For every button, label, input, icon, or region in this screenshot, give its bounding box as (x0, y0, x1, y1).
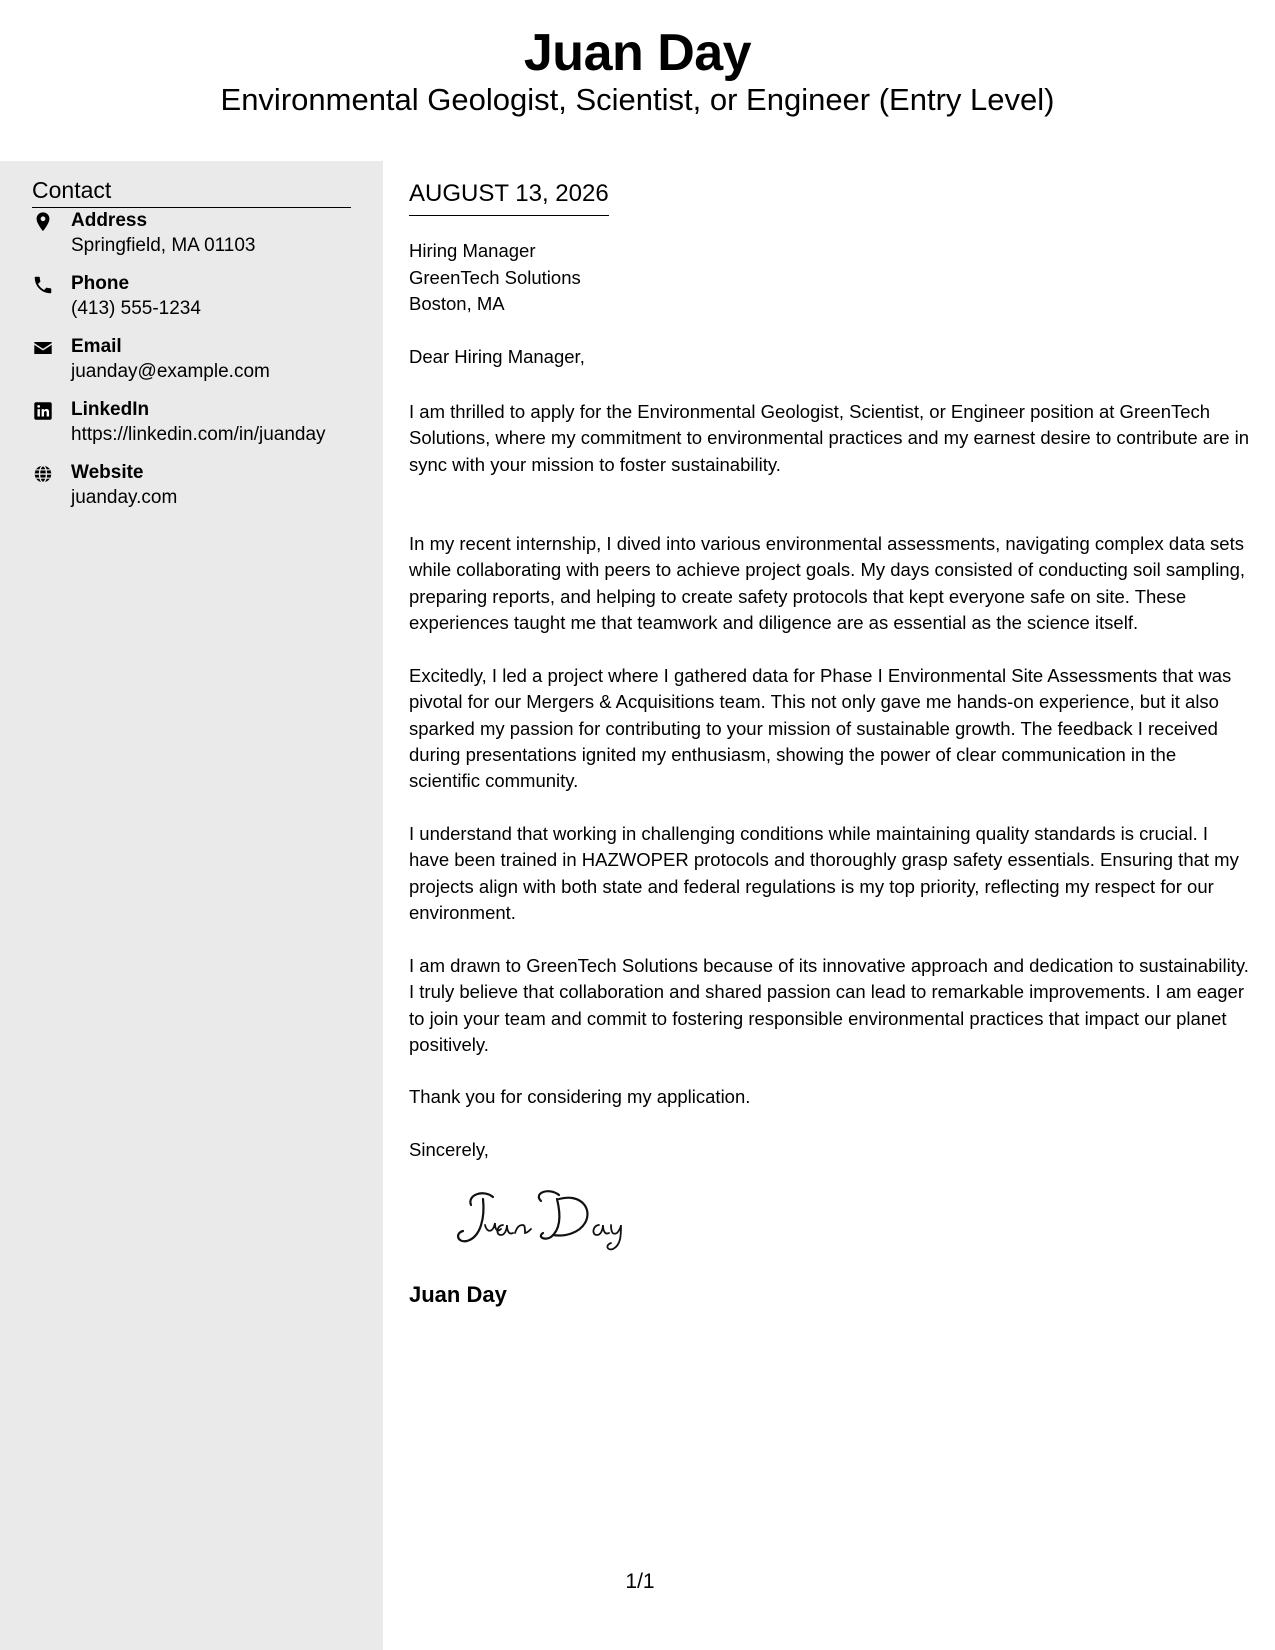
contact-label: LinkedIn (71, 399, 150, 420)
body-paragraph: I understand that working in challenging conditions while maintaining quality standards is crucial. I have been trained in HAZWOPER protocols and thoroughly grasp safety essentials. Ensuring that my projects align with both state and federal regulations is my top priority, reflecting my respect for our environment. (409, 823, 1239, 923)
signer-name: Juan Day (409, 1282, 507, 1307)
contact-label: Email (71, 336, 122, 357)
body-paragraph: Excitedly, I led a project where I gathered data for Phase I Environmental Site Assessments that was pivotal for our Mergers & Acquisitions team. This not only gave me hands-on experience, but it also sparked my passion for contributing to your mission of sustainable growth. The feedback I received during presentations ignited my enthusiasm, showing the power of clear communication in the scientific community. (409, 665, 1232, 792)
body-paragraph: I am drawn to GreenTech Solutions because of its innovative approach and dedication to sustainability. I truly believe that collaboration and shared passion can lead to remarkable improvements. I am eager to join your team and commit to fostering responsible environmental practices that impact our planet positively. (409, 955, 1249, 1055)
job-title: Environmental Geologist, Scientist, or Engineer (Entry Level) (220, 82, 1055, 117)
contact-value: (413) 555-1234 (71, 298, 201, 319)
letter-body (409, 161, 1251, 1650)
salutation: Dear Hiring Manager, (409, 346, 585, 367)
contact-address (32, 209, 372, 261)
body-paragraph: In my recent internship, I dived into various environmental assessments, navigating complex data sets while collaborating with peers to achieve project goals. My days consisted of conducting soil sampling, preparing reports, and helping to create safety protocols that kept everyone safe on site. These experiences taught me that teamwork and diligence are as essential as the science itself. (409, 533, 1246, 633)
applicant-name: Juan Day (523, 24, 752, 82)
page-number: 1/1 (625, 1570, 655, 1593)
handwritten-signature (453, 1185, 643, 1255)
contact-label: Website (71, 462, 144, 483)
contact-website (32, 461, 372, 513)
website-link[interactable]: juanday.com (71, 487, 178, 508)
recipient-block (409, 238, 581, 318)
linkedin-link[interactable]: https://linkedin.com/in/juanday (71, 424, 326, 445)
map-pin-icon (32, 211, 54, 233)
phone-icon (32, 274, 54, 296)
letter-date: AUGUST 13, 2026 (409, 179, 609, 216)
envelope-icon (32, 337, 54, 359)
contact-linkedin (32, 398, 372, 450)
closing: Sincerely, (409, 1139, 489, 1160)
thank-you-line: Thank you for considering my application. (409, 1086, 751, 1107)
body-paragraph: I am thrilled to apply for the Environmental Geologist, Scientist, or Engineer position at GreenTech Solutions, where my commitment to environmental practices and my earnest desire to contribute are in sync with your mission to foster sustainability. (409, 401, 1250, 475)
contact-heading: Contact (32, 175, 351, 208)
recipient-line: Hiring Manager (409, 240, 536, 261)
recipient-line: GreenTech Solutions (409, 266, 581, 288)
letter-header (0, 0, 1275, 161)
contact-email (32, 335, 372, 387)
contact-value: juanday@example.com (71, 361, 270, 382)
contact-sidebar (0, 161, 383, 1650)
globe-icon (32, 463, 54, 485)
recipient-line: Boston, MA (409, 293, 505, 314)
contact-label: Phone (71, 273, 130, 294)
linkedin-icon (32, 400, 54, 422)
contact-label: Address (71, 210, 148, 231)
contact-phone (32, 272, 372, 324)
contact-value: Springfield, MA 01103 (71, 235, 256, 256)
